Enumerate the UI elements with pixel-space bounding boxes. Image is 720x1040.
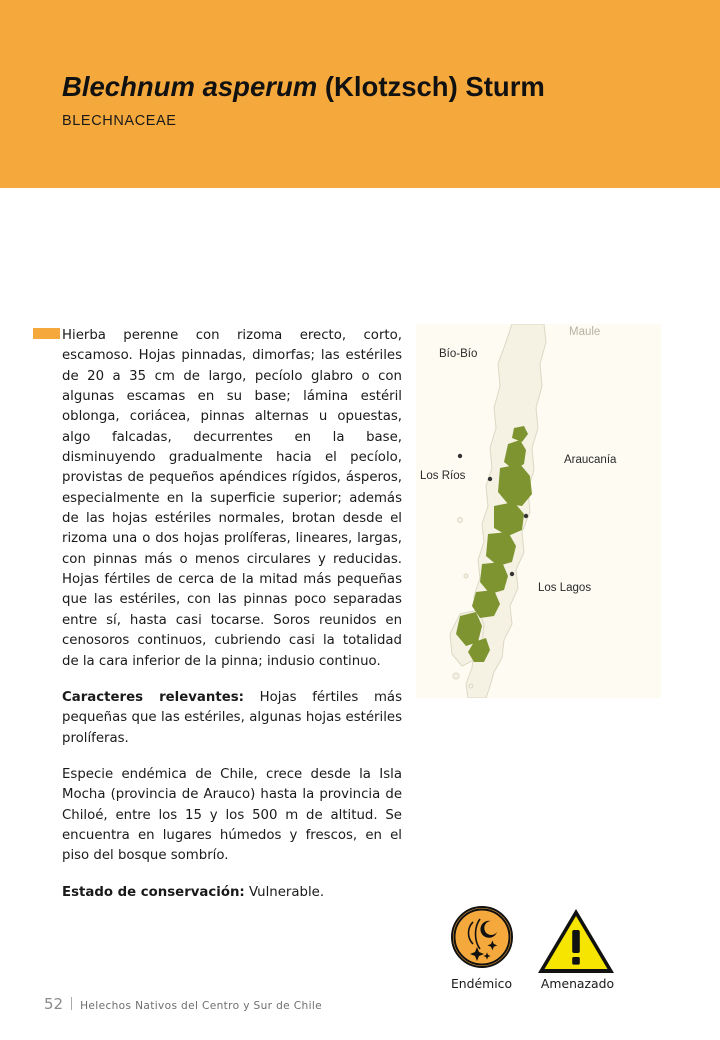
page-title	[62, 72, 682, 102]
threatened-icon	[536, 906, 616, 976]
conservation-label: Estado de conservación:	[62, 884, 245, 900]
footer-book-title: Helechos Nativos del Centro y Sur de Chile	[80, 1000, 323, 1012]
endemic-icon	[451, 906, 513, 968]
accent-bar	[33, 328, 60, 339]
footer-divider	[71, 997, 72, 1010]
footer	[44, 995, 322, 1013]
description-main: Hierba perenne con rizoma erecto, corto, escamoso. Hojas pinnadas, dimorfas; las estériles de 20 a 35 cm de largo, pecíolo glabro o con algunas escamas en su base; lámina estéril oblonga, coriácea, pinnas alternas u opuestas, algo falcadas, decurrentes en la base, disminuyendo gradualmente hacia el pecíolo, provistas de pequeños apéndices rígidos, ásperos, especialmente en la superficie superior; además de las hojas estériles normales, brotan desde el rizoma una o dos hojas prolíferas, lineares, largas, con pinnas más o menos circulares y reducidas. Hojas fértiles de cerca de la mitad más pequeñas que las estériles, con las pinnas poco separadas entre sí, hasta casi tocarse. Soros reunidos en cenosoros continuos, cubriendo casi la totalidad de la cara inferior de la pinna; indusio continuo.	[62, 328, 402, 669]
status-icons	[438, 906, 658, 990]
endemic-caption: Endémico	[450, 976, 513, 991]
conservation-paragraph	[62, 883, 402, 903]
title-block	[62, 72, 682, 129]
map-label-los-rios: Los Ríos	[420, 470, 466, 482]
map-label-maule: Maule	[569, 326, 601, 338]
distribution-paragraph: Especie endémica de Chile, crece desde la Isla Mocha (provincia de Arauco) hasta la provincia de Chiloé, entre los 15 y los 500 m de altitud. Se encuentra en lugares húmedos y frescos, en el piso del bosque sombrío.	[62, 766, 402, 864]
authority: (Klotzsch) Sturm	[324, 71, 545, 102]
scientific-name: Blechnum asperum	[62, 71, 318, 102]
map-label-araucania: Araucanía	[564, 454, 617, 466]
description-column	[62, 326, 402, 903]
relevant-characters-text: Hojas fértiles más pequeñas que las estériles, algunas hojas estériles prolíferas.	[62, 689, 402, 746]
distribution-map	[416, 324, 661, 698]
endemic-icon-glyph	[453, 908, 511, 966]
map-label-biobio: Bío-Bío	[439, 348, 478, 360]
relevant-characters-label: Caracteres relevantes:	[62, 689, 244, 705]
threatened-icon-glyph	[536, 906, 616, 976]
page-number: 52	[44, 995, 64, 1013]
map-graphic	[416, 324, 661, 698]
family-name: BLECHNACEAE	[62, 113, 177, 130]
map-label-los-lagos: Los Lagos	[538, 582, 592, 594]
relevant-characters-paragraph	[62, 688, 402, 749]
conservation-value: Vulnerable.	[244, 884, 325, 900]
threatened-caption: Amenazado	[540, 976, 615, 991]
